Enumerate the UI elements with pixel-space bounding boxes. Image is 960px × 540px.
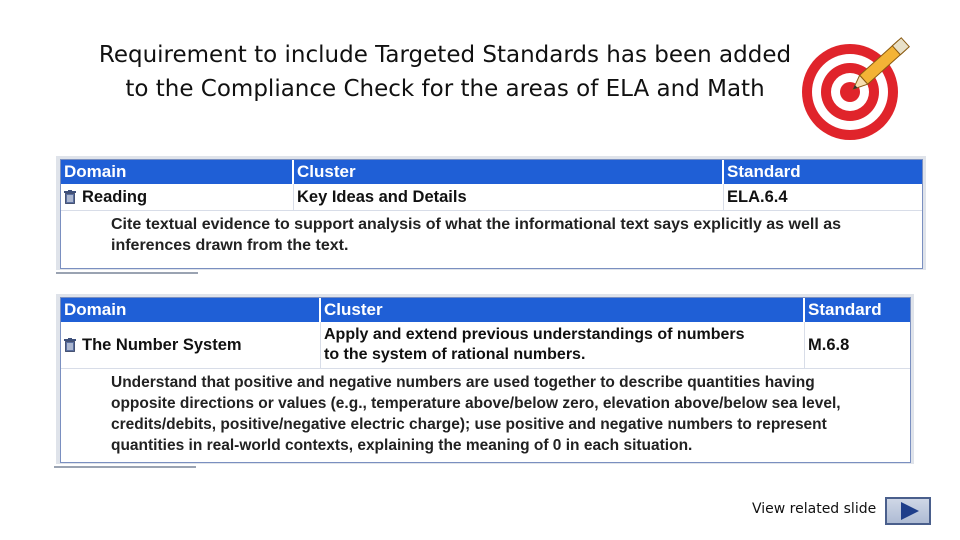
standard-cell: ELA.6.4 — [727, 187, 788, 206]
header-cluster[interactable]: Cluster — [294, 160, 724, 184]
standard-table-math — [56, 294, 914, 464]
trash-icon[interactable] — [64, 190, 76, 204]
header-standard[interactable]: Standard — [727, 162, 801, 181]
domain-label: The Number System — [82, 335, 242, 354]
table-row — [61, 184, 922, 211]
standard-table-ela — [56, 156, 926, 270]
table-header-row — [61, 160, 922, 184]
header-cluster[interactable]: Cluster — [321, 298, 805, 322]
trash-icon[interactable] — [64, 338, 76, 352]
play-icon — [887, 499, 929, 523]
table-header-row — [61, 298, 910, 322]
divider — [56, 272, 198, 274]
standard-description: Understand that positive and negative numbers are used together to describe quantities having opposite directions or values (e.g., temperature above/below zero, elevation above/below sea level, credits/debits, positive/negative electric charge); use positive and negative numbers to represent quantities in real-world contexts, explaining the meaning of 0 in each situation. — [111, 374, 841, 454]
divider — [54, 466, 196, 468]
table-row — [61, 322, 910, 369]
cluster-cell: Key Ideas and Details — [294, 184, 724, 210]
view-related-slide-link[interactable]: View related slide — [752, 501, 877, 517]
header-domain[interactable]: Domain — [61, 298, 321, 322]
domain-label: Reading — [82, 187, 148, 206]
domain-cell — [61, 184, 294, 210]
cluster-cell: Apply and extend previous understandings of numbers to the system of rational numbers. — [321, 322, 805, 368]
domain-cell — [61, 322, 321, 368]
slide-title: Requirement to include Targeted Standards has been added to the Compliance Check for the areas of ELA and Math — [98, 42, 792, 102]
target-with-pencil-icon — [800, 30, 925, 145]
header-standard[interactable]: Standard — [808, 300, 882, 319]
standard-cell: M.6.8 — [808, 335, 850, 354]
header-domain[interactable]: Domain — [61, 160, 294, 184]
standard-description: Cite textual evidence to support analysis of what the informational text says explicitly as well as inferences drawn from the text. — [111, 216, 841, 254]
next-slide-button[interactable] — [885, 497, 931, 525]
